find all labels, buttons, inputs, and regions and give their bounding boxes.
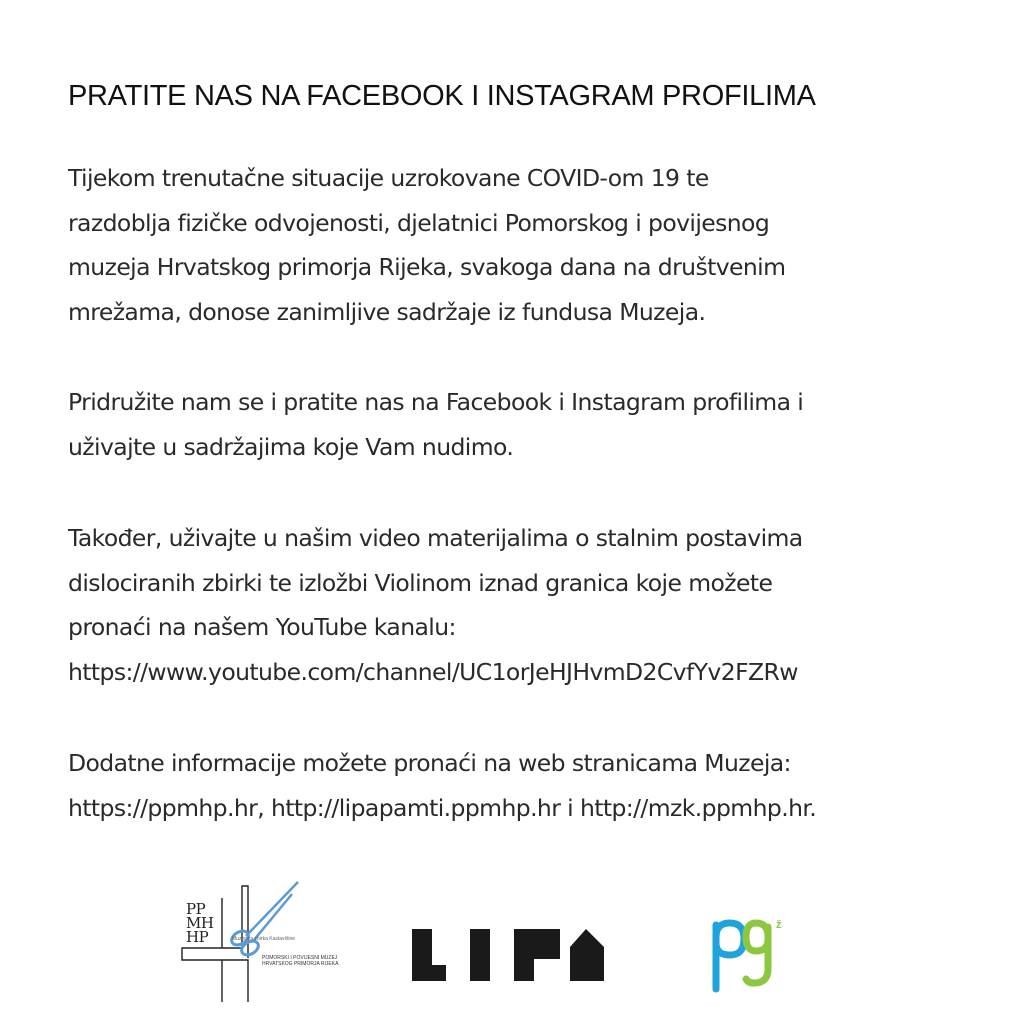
text-line: Pridružite nam se i pratite nas na Facebook i Instagram profilima i — [68, 388, 804, 416]
text-line: muzeja Hrvatskog primorja Rijeka, svakoga dana na društvenim — [68, 253, 786, 281]
text-line: Tijekom trenutačne situacije uzrokovane COVID-om 19 te — [68, 164, 709, 192]
lipa-logo — [410, 925, 606, 983]
youtube-link[interactable]: https://www.youtube.com/channel/UC1orJeHJHvmD2CvfYv2FZRw — [68, 657, 798, 686]
logo-letters-row: HP — [186, 928, 209, 946]
text-line: razdoblja fizičke odvojenosti, djelatnici Pomorskog i povijesnog — [68, 208, 770, 237]
text-line: dislociranih zbirki te izložbi Violinom iznad granica koje možete — [68, 568, 773, 597]
page-title: PRATITE NAS NA FACEBOOK I INSTAGRAM PROFILIMA — [68, 80, 816, 112]
text-line: Dodatne informacije možete pronaći na web stranicama Muzeja: — [68, 749, 791, 777]
logo-letters-row: PP — [186, 900, 206, 918]
ppmhp-logo — [180, 876, 339, 1004]
text-line: mrežama, donose zanimljive sadržaje iz fundusa Muzeja. — [68, 297, 706, 326]
lipa-wordmark — [410, 925, 606, 983]
paragraph-intro — [68, 156, 988, 334]
text-line: pronaći na našem YouTube kanalu: — [68, 613, 456, 641]
ppmhp-letters — [186, 902, 213, 944]
pgz-superscript: ž — [776, 919, 782, 931]
paragraph-info — [68, 741, 988, 830]
website-links[interactable]: https://ppmhp.hr, http://lipapamti.ppmhp.hr i http://mzk.ppmhp.hr. — [68, 793, 817, 822]
text-line: Također, uživajte u našim video materijalima o stalnim postavima — [68, 524, 803, 552]
text-line: uživajte u sadržajima koje Vam nudimo. — [68, 432, 514, 461]
paragraph-youtube — [68, 516, 988, 694]
scissors-icon — [229, 882, 298, 958]
pgz-mark — [706, 915, 786, 995]
paragraph-follow — [68, 380, 988, 469]
ppmhp-small-label: Muzejska zbirka Kastavštine — [232, 936, 296, 942]
ppmhp-subtitle: POMORSKI I POVIJESNI MUZEJ HRVATSKOG PRIMORJA RIJEKA — [262, 955, 339, 967]
pgz-logo — [706, 915, 786, 995]
logo-letters-row: MH — [186, 914, 214, 932]
